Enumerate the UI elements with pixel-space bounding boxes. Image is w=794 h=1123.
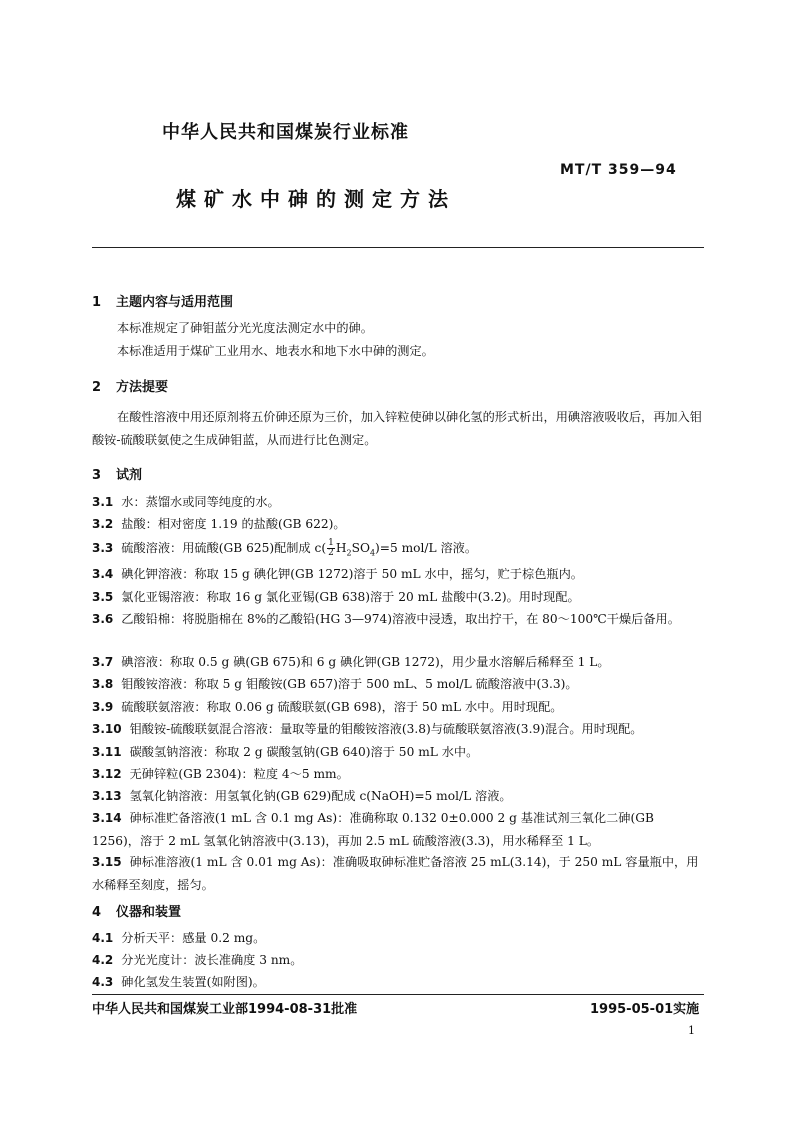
item-text: 碘化钾溶液：称取 15 g 碘化钾(GB 1272)溶于 50 mL 水中，摇匀，贮于棕色瓶内。 — [121, 567, 583, 581]
item-number: 3.11 — [92, 745, 122, 759]
apparatus-item — [92, 927, 704, 949]
item-number: 3.3 — [92, 541, 114, 555]
item-text: 砷标准溶液(1 mL 含 0.01 mg As)：准确吸取砷标准贮备溶液 25 mL(3.14)，于 250 mL 容量瓶中，用水稀释至刻度，摇匀。 — [92, 855, 699, 892]
item-number: 3.2 — [92, 517, 114, 531]
reagent-item — [92, 608, 704, 631]
reagent-item — [92, 673, 704, 695]
item-text: 氢氧化钠溶液：用氢氧化钠(GB 629)配成 c(NaOH)=5 mol/L 溶液。 — [129, 789, 512, 803]
apparatus-item — [92, 971, 704, 993]
item-text: 分析天平：感量 0.2 mg。 — [121, 931, 266, 945]
issuing-organization: 中华人民共和国煤炭行业标准 — [162, 122, 409, 143]
item-text-pre: 硫酸溶液：用硫酸(GB 625)配制成 c( — [121, 541, 327, 555]
item-number: 3.14 — [92, 811, 122, 825]
reagent-item — [92, 851, 704, 897]
item-text: 氯化亚锡溶液：称取 16 g 氯化亚锡(GB 638)溶于 20 mL 盐酸中(3.2)。用时现配。 — [121, 590, 580, 604]
reagent-item — [92, 696, 704, 718]
reagent-item — [92, 563, 704, 585]
page-number: 1 — [688, 1024, 695, 1037]
formula-part: H — [335, 541, 347, 555]
section-number: 4 — [92, 905, 102, 920]
apparatus-item — [92, 949, 704, 971]
section-title: 主题内容与适用范围 — [116, 295, 234, 310]
item-number: 3.10 — [92, 722, 122, 736]
footer-rule — [92, 994, 704, 995]
item-text-post: )=5 mol/L 溶液。 — [375, 541, 478, 555]
item-text: 砷标准贮备溶液(1 mL 含 0.1 mg As)：准确称取 0.132 0±0.000 2 g 基准试剂三氧化二砷(GB 1256)，溶于 2 mL 氢氧化钠溶液中(3.13)，再加 2.5 mL 硫酸溶液(3.3)，用水稀释至 1 L。 — [92, 811, 654, 848]
item-number: 3.12 — [92, 767, 122, 781]
item-number: 3.6 — [92, 612, 114, 626]
fraction-numerator: 1 — [328, 538, 334, 548]
section-1-paragraph-2: 本标准适用于煤矿工业用水、地表水和地下水中砷的测定。 — [117, 344, 434, 358]
item-number: 3.8 — [92, 677, 114, 691]
reagent-item — [92, 491, 704, 513]
item-text: 盐酸：相对密度 1.19 的盐酸(GB 622)。 — [121, 517, 346, 531]
item-text: 砷化氢发生装置(如附图)。 — [121, 975, 265, 989]
item-number: 3.1 — [92, 495, 114, 509]
item-text: 分光光度计：波长准确度 3 nm。 — [121, 953, 303, 967]
item-text: 无砷锌粒(GB 2304)：粒度 4～5 mm。 — [129, 767, 349, 781]
approval-line: 中华人民共和国煤炭工业部1994-08-31批准 — [92, 1002, 358, 1017]
item-number: 4.1 — [92, 931, 114, 945]
standard-code: MT/T 359—94 — [560, 162, 677, 178]
reagent-item — [92, 513, 704, 535]
fraction — [327, 539, 335, 558]
item-text: 钼酸铵溶液：称取 5 g 钼酸铵(GB 657)溶于 500 mL、5 mol/L 硫酸溶液中(3.3)。 — [121, 677, 578, 691]
reagent-item — [92, 741, 704, 763]
section-number: 2 — [92, 380, 102, 395]
item-number: 3.4 — [92, 567, 114, 581]
item-number: 3.5 — [92, 590, 114, 604]
section-title: 仪器和装置 — [116, 905, 182, 920]
reagent-item — [92, 718, 704, 740]
item-text: 乙酸铅棉：将脱脂棉在 8%的乙酸铅(HG 3—974)溶液中浸透，取出拧干，在 80～100℃干燥后备用。 — [121, 612, 680, 626]
section-title: 方法提要 — [116, 380, 169, 395]
item-text: 硫酸联氨溶液：称取 0.06 g 硫酸联氨(GB 698)，溶于 50 mL 水中。用时现配。 — [121, 700, 563, 714]
formula-part: SO — [351, 541, 370, 555]
item-text: 水：蒸馏水或同等纯度的水。 — [121, 495, 280, 509]
section-1-heading — [92, 291, 233, 310]
reagent-item — [92, 763, 704, 785]
effective-date: 1995-05-01实施 — [590, 1002, 700, 1017]
reagent-item — [92, 807, 704, 853]
item-number: 3.9 — [92, 700, 114, 714]
section-3-heading — [92, 464, 142, 483]
section-2-heading — [92, 376, 168, 395]
section-4-heading — [92, 901, 181, 920]
document-title: 煤矿水中砷的测定方法 — [176, 187, 456, 211]
item-number: 3.15 — [92, 855, 122, 869]
formula-subscript: 2 — [346, 548, 352, 558]
header-rule — [92, 247, 704, 248]
item-text: 碳酸氢钠溶液：称取 2 g 碳酸氢钠(GB 640)溶于 50 mL 水中。 — [129, 745, 479, 759]
section-1-paragraph-1: 本标准规定了砷钼蓝分光光度法测定水中的砷。 — [117, 321, 373, 335]
section-number: 1 — [92, 295, 102, 310]
reagent-item — [92, 651, 704, 673]
item-text: 碘溶液：称取 0.5 g 碘(GB 675)和 6 g 碘化钾(GB 1272)，用少量水溶解后稀释至 1 L。 — [121, 655, 610, 669]
formula-subscript: 4 — [369, 548, 376, 558]
item-number: 4.3 — [92, 975, 114, 989]
item-number: 3.7 — [92, 655, 114, 669]
item-number: 3.13 — [92, 789, 122, 803]
fraction-denominator: 2 — [328, 548, 334, 558]
item-text: 钼酸铵-硫酸联氨混合溶液：量取等量的钼酸铵溶液(3.8)与硫酸联氨溶液(3.9)混合。用时现配。 — [129, 722, 643, 736]
reagent-item — [92, 785, 704, 807]
section-number: 3 — [92, 468, 102, 483]
reagent-item — [92, 537, 704, 564]
section-2-paragraph: 在酸性溶液中用还原剂将五价砷还原为三价，加入锌粒使砷以砷化氢的形式析出，用碘溶液吸收后，再加入钼酸铵-硫酸联氨使之生成砷钼蓝，从而进行比色测定。 — [92, 410, 702, 447]
item-number: 4.2 — [92, 953, 114, 967]
reagent-item — [92, 586, 704, 608]
section-title: 试剂 — [116, 468, 143, 483]
